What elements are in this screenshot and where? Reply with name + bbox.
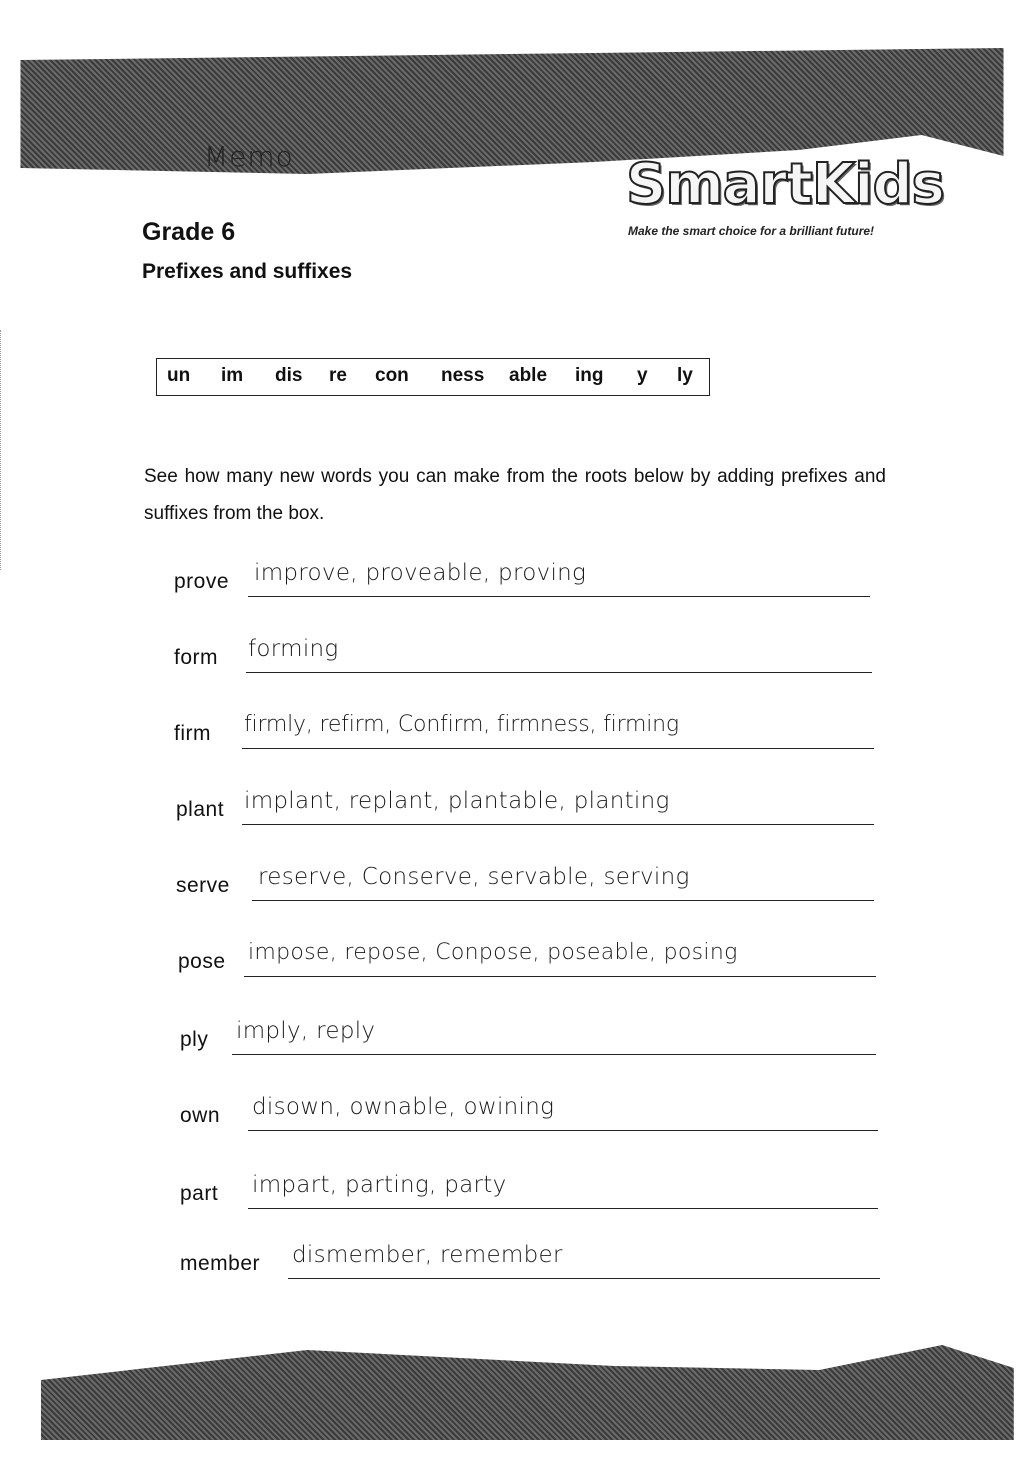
root-word: ply — [180, 1028, 209, 1051]
answer-line — [232, 1054, 876, 1055]
answer-line — [246, 672, 872, 673]
handwritten-answer: imply, reply — [236, 1018, 376, 1044]
exercise-row — [0, 1018, 1024, 1064]
handwritten-answer: impose, repose, Conpose, poseable, posing — [248, 940, 738, 965]
root-word: pose — [178, 950, 226, 973]
scan-edge-marks — [0, 330, 7, 570]
answer-line — [248, 1208, 878, 1209]
exercise-row — [0, 712, 1024, 758]
root-word: prove — [174, 570, 230, 593]
affix-item: con — [375, 365, 409, 386]
memo-handwritten-label: Memo — [204, 140, 294, 173]
affix-item: re — [329, 365, 347, 386]
root-word: part — [180, 1182, 219, 1205]
exercise-row — [0, 1172, 1024, 1218]
handwritten-answer: reserve, Conserve, servable, serving — [258, 864, 690, 890]
root-word: form — [174, 646, 218, 669]
affix-item: un — [167, 365, 191, 386]
instructions-text: See how many new words you can make from the roots below by adding prefixes and suffixes from the box. — [144, 466, 886, 524]
exercise-row — [0, 560, 1024, 606]
handwritten-answer: impart, parting, party — [252, 1172, 507, 1198]
handwritten-answer: disown, ownable, owining — [252, 1094, 555, 1120]
affix-box — [156, 358, 710, 396]
affix-item: ing — [575, 365, 604, 386]
handwritten-answer: firmly, refirm, Confirm, firmness, firming — [244, 712, 679, 737]
root-word: serve — [176, 874, 230, 897]
answer-line — [242, 748, 874, 749]
affix-item: able — [509, 365, 548, 386]
logo-wordmark: SmartKids — [626, 152, 944, 217]
answer-line — [242, 824, 874, 825]
answer-line — [244, 976, 876, 977]
bottom-decorative-band — [0, 1340, 1024, 1440]
handwritten-answer: forming — [248, 636, 339, 662]
handwritten-answer: implant, replant, plantable, planting — [244, 788, 670, 814]
smartkids-logo — [626, 152, 946, 242]
answer-line — [248, 596, 870, 597]
handwritten-answer: improve, proveable, proving — [254, 560, 587, 586]
worksheet-subtitle: Prefixes and suffixes — [142, 260, 353, 283]
root-word: own — [180, 1104, 221, 1127]
exercise-row — [0, 1094, 1024, 1140]
grade-heading: Grade 6 — [142, 218, 236, 246]
affix-item: ly — [677, 365, 693, 386]
answer-line — [248, 1130, 878, 1131]
affix-item: im — [221, 365, 244, 386]
root-word: firm — [174, 722, 211, 745]
root-word: member — [180, 1252, 261, 1275]
logo-tagline: Make the smart choice for a brilliant future! — [628, 224, 875, 238]
affix-item: dis — [275, 365, 303, 386]
root-word: plant — [176, 798, 225, 821]
exercise-row — [0, 864, 1024, 910]
exercise-row — [0, 788, 1024, 834]
exercise-row — [0, 940, 1024, 986]
exercise-row — [0, 1242, 1024, 1288]
affix-item: ness — [441, 365, 485, 386]
answer-line — [288, 1278, 880, 1279]
answer-line — [252, 900, 874, 901]
handwritten-answer: dismember, remember — [292, 1242, 563, 1268]
exercise-row — [0, 636, 1024, 682]
affix-item: y — [637, 365, 648, 386]
